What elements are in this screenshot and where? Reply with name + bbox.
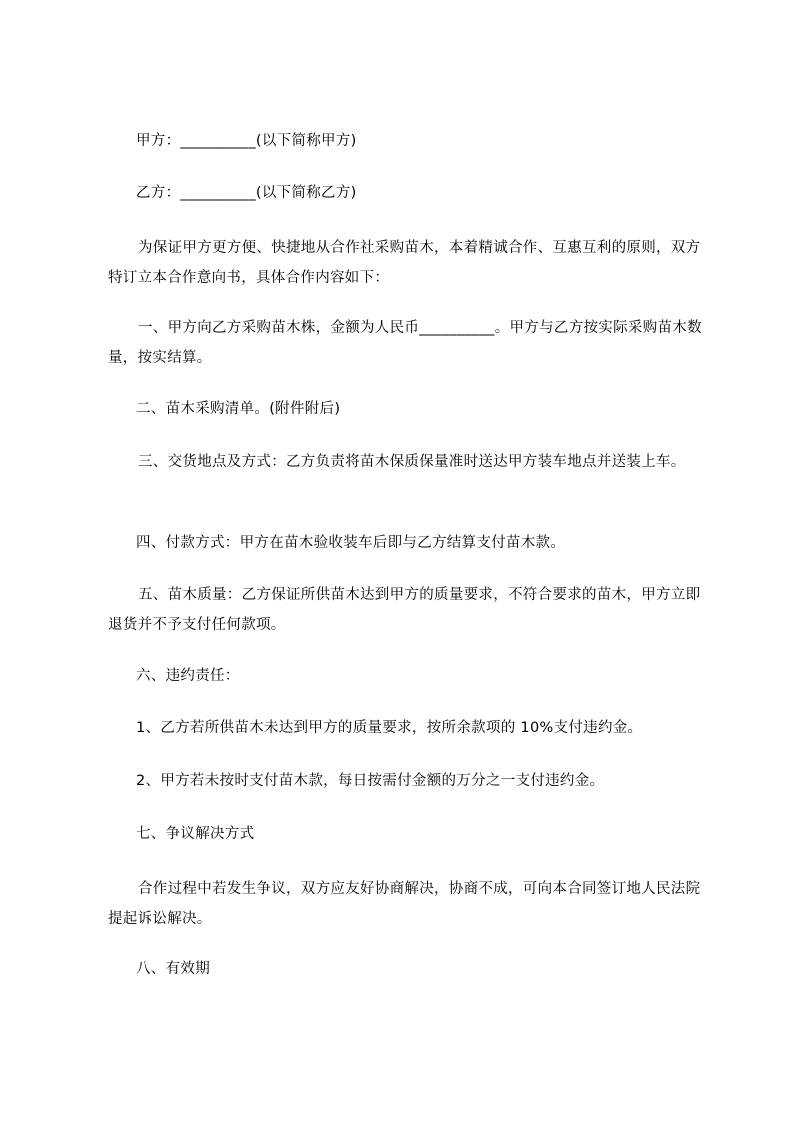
intro-paragraph: 为保证甲方更方便、快捷地从合作社采购苗木，本着精诚合作、互惠互利的原则，双方特订立本合作意向书，具体合作内容如下： [108,240,701,286]
clause-7-heading: 七、争议解决方式 [136,826,255,842]
clause-7-paragraph: 合作过程中若发生争议，双方应友好协商解决，协商不成，可向本合同签订地人民法院提起诉讼解决。 [108,881,701,927]
clause-6-item-1: 1、乙方若所供苗木未达到甲方的质量要求，按所余款项的 10%支付违约金。 [136,720,643,736]
clause-6-item-2: 2、甲方若未按时支付苗木款，每日按需付金额的万分之一支付违约金。 [136,773,605,789]
clause-5: 五、苗木质量：乙方保证所供苗木达到甲方的质量要求，不符合要求的苗木，甲方立即退货并不予支付任何款项。 [108,587,701,633]
clause-4: 四、付款方式：甲方在苗木验收装车后即与乙方结算支付苗木款。 [136,535,566,551]
clause-8-heading: 八、有效期 [136,961,210,977]
clause-2: 二、苗木采购清单。(附件附后) [136,401,341,417]
clause-1: 一、甲方向乙方采购苗木株，金额为人民币__________。甲方与乙方按实际采购苗木数量，按实结算。 [108,320,702,366]
clause-6-heading: 六、违约责任： [136,668,240,684]
party-a-line: 甲方：__________(以下简称甲方) [136,133,357,149]
clause-3: 三、交货地点及方式：乙方负责将苗木保质保量准时送达甲方装车地点并送装上车。 [138,454,686,470]
party-b-line: 乙方：__________(以下简称乙方) [136,185,357,201]
